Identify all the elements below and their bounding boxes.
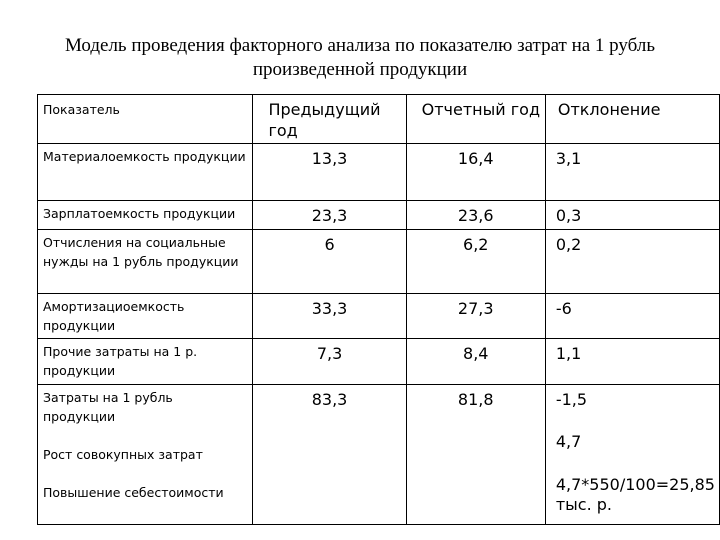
row-deviation-value: 0,3	[545, 201, 719, 230]
row-indicator: Рост совокупных затрат	[38, 431, 253, 467]
row-indicator: Затраты на 1 рубль продукции	[38, 385, 253, 431]
title-line-1: Модель проведения факторного анализа по показателю затрат на 1 рубль	[64, 35, 656, 56]
row-prev-value: 23,3	[253, 201, 406, 230]
row-prev-value: 13,3	[253, 144, 406, 201]
table-row	[38, 144, 720, 201]
row-report-value: 27,3	[406, 294, 545, 339]
row-indicator: Зарплатоемкость продукции	[38, 201, 253, 230]
table-header-row	[38, 95, 720, 144]
row-indicator: Отчисления на социальные нужды на 1 рубль продукции	[38, 230, 253, 294]
row-indicator: Прочие затраты на 1 р. продукции	[38, 339, 253, 385]
table-row	[38, 467, 720, 525]
row-deviation-value: 0,2	[545, 230, 719, 294]
row-indicator: Материалоемкость продукции	[38, 144, 253, 201]
row-deviation-value: -1,5	[545, 385, 719, 431]
row-report-value: 6,2	[406, 230, 545, 294]
row-deviation-value: -6	[545, 294, 719, 339]
row-prev-value: 7,3	[253, 339, 406, 385]
header-report-year: Отчетный год	[406, 95, 545, 144]
row-prev-value: 83,3	[253, 385, 406, 431]
row-report-value: 16,4	[406, 144, 545, 201]
table-row	[38, 339, 720, 385]
table-row	[38, 294, 720, 339]
row-report-value: 81,8	[406, 385, 545, 431]
row-prev-value	[253, 431, 406, 467]
table-row	[38, 431, 720, 467]
row-deviation-value: 4,7*550/100=25,85 тыс. р.	[545, 467, 719, 525]
header-indicator: Показатель	[38, 95, 253, 144]
row-prev-value: 33,3	[253, 294, 406, 339]
row-deviation-value: 3,1	[545, 144, 719, 201]
row-report-value	[406, 431, 545, 467]
table-row	[38, 385, 720, 431]
table-row	[38, 230, 720, 294]
row-indicator: Повышение себестоимости	[38, 467, 253, 525]
row-indicator: Амортизациоемкость продукции	[38, 294, 253, 339]
row-prev-value	[253, 467, 406, 525]
row-report-value: 23,6	[406, 201, 545, 230]
table-row	[38, 201, 720, 230]
row-prev-value: 6	[253, 230, 406, 294]
header-deviation: Отклонение	[545, 95, 719, 144]
page-title	[0, 34, 720, 82]
row-deviation-value: 1,1	[545, 339, 719, 385]
title-line-2: произведенной продукции	[252, 59, 468, 80]
row-deviation-value: 4,7	[545, 431, 719, 467]
factor-analysis-table	[37, 94, 720, 525]
header-previous-year: Предыдущий год	[253, 95, 406, 144]
row-report-value	[406, 467, 545, 525]
row-report-value: 8,4	[406, 339, 545, 385]
